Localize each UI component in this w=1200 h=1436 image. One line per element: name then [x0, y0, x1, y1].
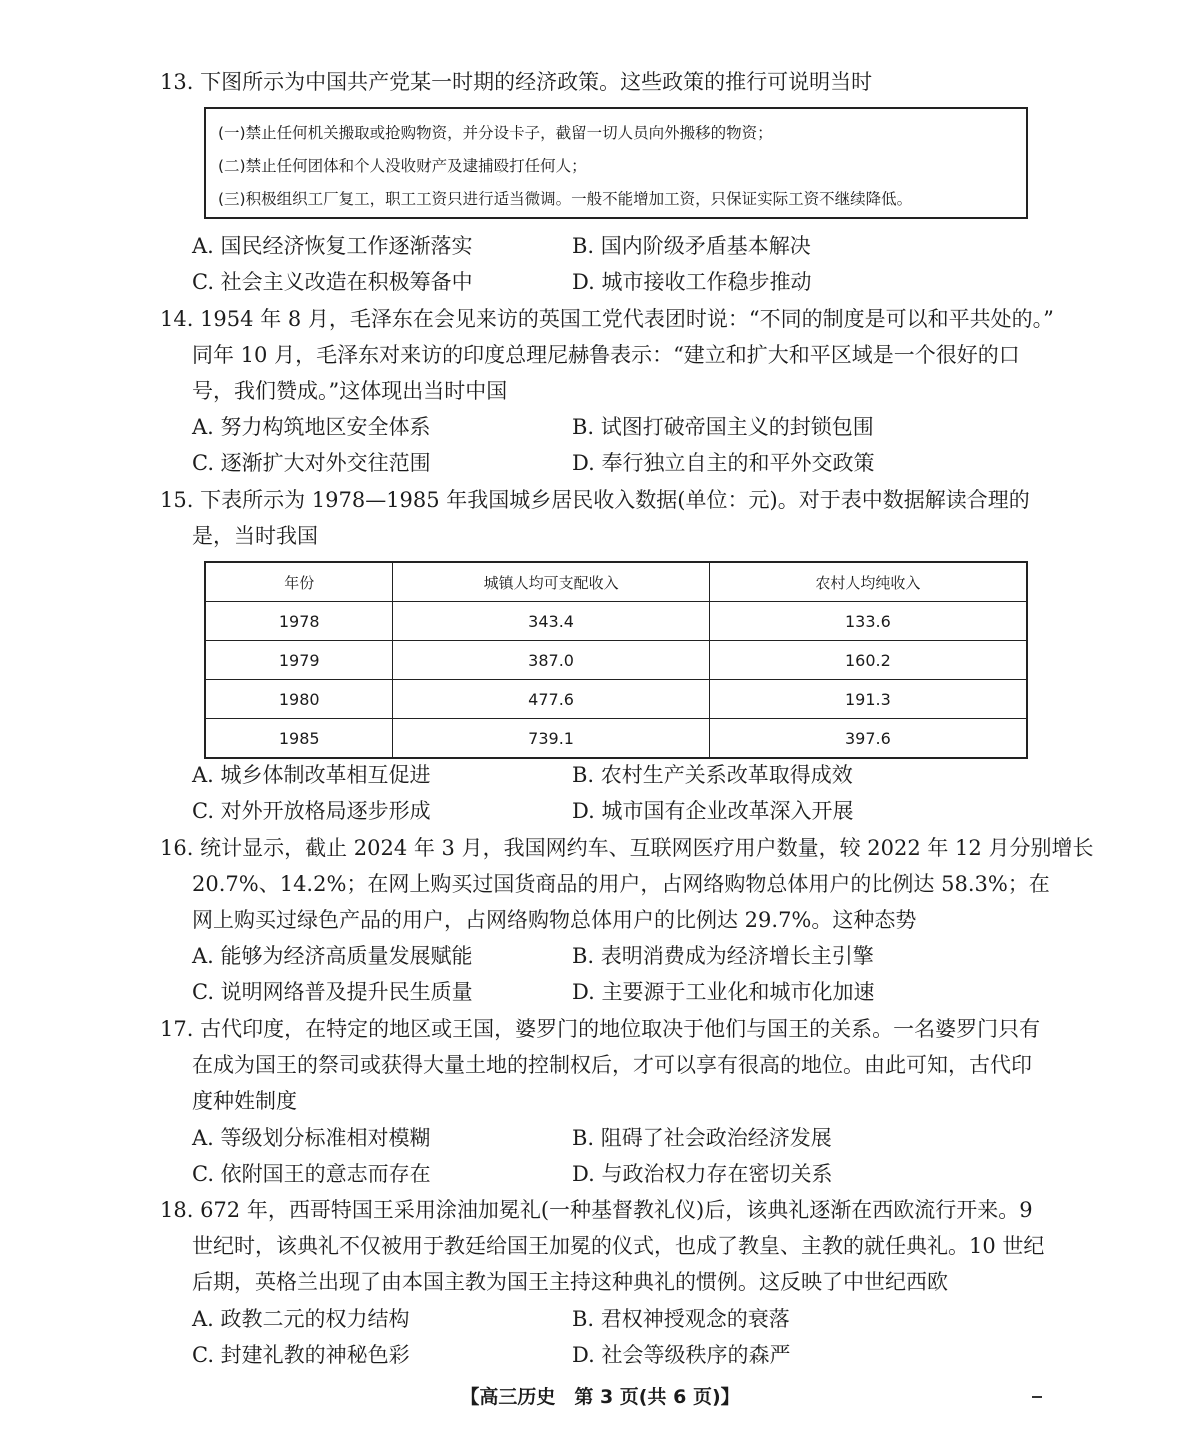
question-14-stem — [160, 301, 1054, 409]
option-a[interactable]: A. 等级划分标准相对模糊 — [192, 1126, 431, 1150]
option-b[interactable]: B. 阻碍了社会政治经济发展 — [572, 1126, 832, 1150]
table-cell: 739.1 — [393, 719, 709, 759]
question-18-stem — [160, 1192, 1050, 1300]
table-cell: 1985 — [205, 719, 393, 759]
policy-item: (一)禁止任何机关搬取或抢购物资，并分设卡子，截留一切人员向外搬移的物资； — [218, 124, 773, 142]
question-text-line: 度种姓制度 — [192, 1089, 297, 1113]
option-d[interactable]: D. 奉行独立自主的和平外交政策 — [572, 451, 875, 475]
policy-item: (二)禁止任何团体和个人没收财产及逮捕殴打任何人； — [218, 157, 587, 175]
question-text-line: 14. 1954 年 8 月，毛泽东在会见来访的英国工党代表团时说：“不同的制度是可以和平共处的。” — [160, 307, 1054, 331]
divider-mark — [1032, 1396, 1042, 1398]
table-cell: 1980 — [205, 680, 393, 719]
question-text-line: 17. 古代印度，在特定的地区或王国，婆罗门的地位取决于他们与国王的关系。一名婆罗门只有 — [160, 1017, 1041, 1041]
question-text-line: 网上购买过绿色产品的用户，占网络购物总体用户的比例达 29.7%。这种态势 — [192, 908, 917, 932]
option-a[interactable]: A. 能够为经济高质量发展赋能 — [192, 944, 473, 968]
option-b[interactable]: B. 君权神授观念的衰落 — [572, 1307, 790, 1331]
question-15-options — [192, 757, 1050, 829]
question-text-line: 世纪时，该典礼不仅被用于教廷给国王加冕的仪式，也成了教皇、主教的就任典礼。10 世纪 — [192, 1234, 1045, 1258]
option-c[interactable]: C. 封建礼教的神秘色彩 — [192, 1343, 410, 1367]
question-text-line: 同年 10 月，毛泽东对来访的印度总理尼赫鲁表示：“建立和扩大和平区域是一个很好的口 — [192, 343, 1020, 367]
option-a[interactable]: A. 政教二元的权力结构 — [192, 1307, 410, 1331]
question-13-stem — [160, 64, 1050, 100]
question-16-stem — [160, 830, 1094, 938]
table-row — [205, 641, 1027, 680]
question-text-line: 后期，英格兰出现了由本国主教为国王主持这种典礼的惯例。这反映了中世纪西欧 — [192, 1270, 948, 1294]
table-cell: 191.3 — [709, 680, 1027, 719]
option-d[interactable]: D. 城市接收工作稳步推动 — [572, 270, 812, 294]
table-row — [205, 719, 1027, 759]
table-header: 农村人均纯收入 — [709, 562, 1027, 602]
option-c[interactable]: C. 对外开放格局逐步形成 — [192, 799, 431, 823]
question-text-line: 15. 下表所示为 1978—1985 年我国城乡居民收入数据(单位：元)。对于表中数据解读合理的 — [160, 488, 1030, 512]
option-c[interactable]: C. 逐渐扩大对外交往范围 — [192, 451, 431, 475]
question-13-options — [192, 228, 1050, 300]
table-row — [205, 680, 1027, 719]
option-a[interactable]: A. 努力构筑地区安全体系 — [192, 415, 431, 439]
question-17-options — [192, 1120, 1050, 1192]
option-d[interactable]: D. 社会等级秩序的森严 — [572, 1343, 791, 1367]
page-footer: 【高三历史 第 3 页(共 6 页)】 — [460, 1386, 740, 1408]
table-header-row — [205, 562, 1027, 602]
table-cell: 477.6 — [393, 680, 709, 719]
option-d[interactable]: D. 与政治权力存在密切关系 — [572, 1162, 833, 1186]
table-cell: 397.6 — [709, 719, 1027, 759]
option-d[interactable]: D. 主要源于工业化和城市化加速 — [572, 980, 875, 1004]
option-c[interactable]: C. 依附国王的意志而存在 — [192, 1162, 431, 1186]
question-text-line: 在成为国王的祭司或获得大量土地的控制权后，才可以享有很高的地位。由此可知，古代印 — [192, 1053, 1032, 1077]
option-c[interactable]: C. 社会主义改造在积极筹备中 — [192, 270, 473, 294]
question-15-stem — [160, 482, 1050, 554]
income-table — [204, 561, 1028, 759]
table-cell: 1979 — [205, 641, 393, 680]
question-16-options — [192, 938, 1050, 1010]
option-b[interactable]: B. 试图打破帝国主义的封锁包围 — [572, 415, 874, 439]
policy-box — [204, 107, 1028, 219]
question-18-options — [192, 1301, 1050, 1373]
table-cell: 160.2 — [709, 641, 1027, 680]
question-17-stem — [160, 1011, 1050, 1119]
question-text-line: 号，我们赞成。”这体现出当时中国 — [192, 379, 508, 403]
question-text-line: 20.7%、14.2%；在网上购买过国货商品的用户，占网络购物总体用户的比例达 58.3%；在 — [192, 872, 1050, 896]
question-text-line: 16. 统计显示，截止 2024 年 3 月，我国网约车、互联网医疗用户数量，较 2022 年 12 月分别增长 — [160, 836, 1094, 860]
option-b[interactable]: B. 表明消费成为经济增长主引擎 — [572, 944, 874, 968]
option-a[interactable]: A. 国民经济恢复工作逐渐落实 — [192, 234, 473, 258]
table-header: 城镇人均可支配收入 — [393, 562, 709, 602]
table-cell: 387.0 — [393, 641, 709, 680]
table-cell: 133.6 — [709, 602, 1027, 641]
option-b[interactable]: B. 农村生产关系改革取得成效 — [572, 763, 853, 787]
table-cell: 1978 — [205, 602, 393, 641]
table-row — [205, 602, 1027, 641]
question-text-line: 13. 下图所示为中国共产党某一时期的经济政策。这些政策的推行可说明当时 — [160, 70, 873, 94]
option-d[interactable]: D. 城市国有企业改革深入开展 — [572, 799, 854, 823]
option-a[interactable]: A. 城乡体制改革相互促进 — [192, 763, 431, 787]
policy-item: (三)积极组织工厂复工，职工工资只进行适当微调。一般不能增加工资，只保证实际工资不继续降低。 — [218, 190, 913, 208]
option-b[interactable]: B. 国内阶级矛盾基本解决 — [572, 234, 811, 258]
table-header: 年份 — [205, 562, 393, 602]
table-cell: 343.4 — [393, 602, 709, 641]
option-c[interactable]: C. 说明网络普及提升民生质量 — [192, 980, 473, 1004]
question-text-line: 是，当时我国 — [192, 524, 318, 548]
question-text-line: 18. 672 年，西哥特国王采用涂油加冕礼(一种基督教礼仪)后，该典礼逐渐在西欧流行开来。9 — [160, 1198, 1033, 1222]
question-14-options — [192, 409, 1050, 481]
